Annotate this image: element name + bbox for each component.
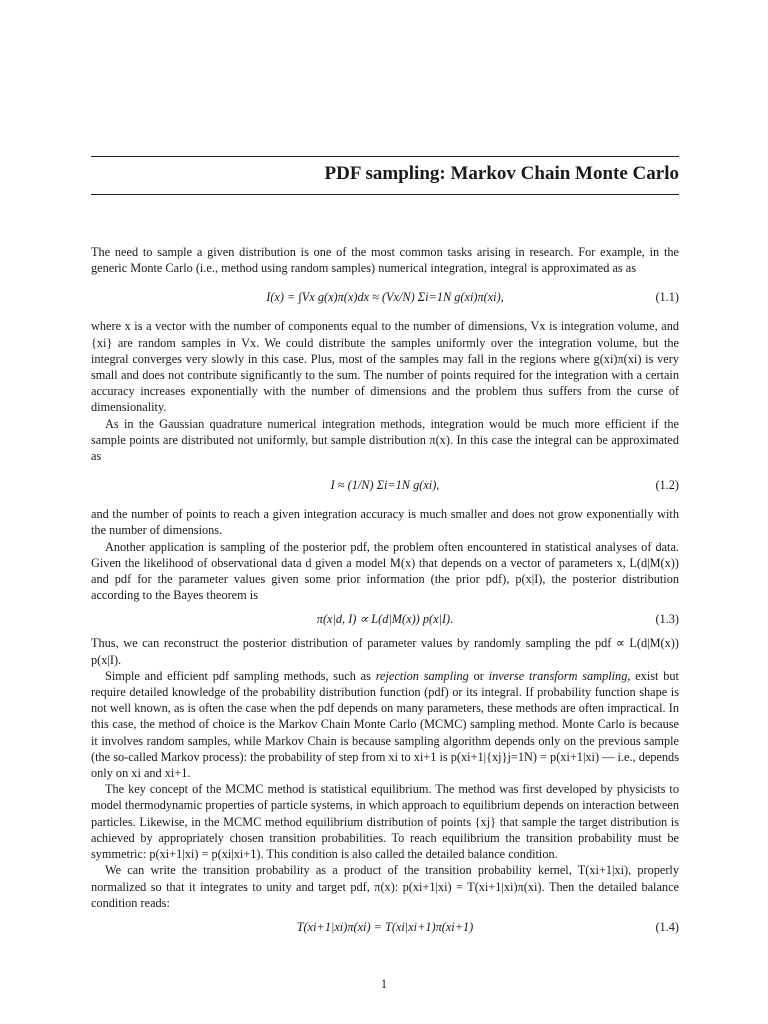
- equation-number: (1.2): [655, 478, 679, 493]
- body-text: [91, 244, 679, 943]
- paragraph: As in the Gaussian quadrature numerical integration methods, integration would be much more efficient if the sample points are distributed not uniformly, but sample distribution π(x). In this case the integral can be approximated as: [91, 416, 679, 464]
- paragraph: The need to sample a given distribution is one of the most common tasks arising in research. For example, in the generic Monte Carlo (i.e., method using random samples) numerical integration, integral is approximated as as: [91, 245, 679, 276]
- equation-1-2: [91, 468, 679, 502]
- equation-1-3: [91, 607, 679, 631]
- page-number: 1: [380, 977, 388, 991]
- equation-1-4: [91, 915, 679, 939]
- equation-expression: I(x) = ∫Vx g(x)π(x)dx ≈ (Vx/N) Σi=1N g(xi)π(xi),: [266, 290, 504, 305]
- paragraph: [91, 668, 679, 781]
- equation-expression: I ≈ (1/N) Σi=1N g(xi),: [330, 478, 440, 493]
- emphasis-inverse-transform-sampling: inverse transform sampling: [488, 668, 628, 683]
- paragraph: We can write the transition probability as a product of the transition probability kernel, T(xi+1|xi), properly normalized so that it integrates to unity and target pdf, π(x): p(xi+1|xi) = T(xi+1|xi)π(xi). Then the detailed balance condition reads:: [91, 863, 679, 910]
- header-rule-top: [91, 156, 679, 157]
- equation-1-1: [91, 280, 679, 314]
- paragraph: Thus, we can reconstruct the posterior distribution of parameter values by randomly sampling the pdf ∝ L(d|M(x)) p(x|I).: [91, 636, 679, 667]
- equation-expression: π(x|d, I) ∝ L(d|M(x)) p(x|I).: [316, 612, 454, 627]
- text-run: or: [468, 668, 489, 683]
- paragraph: Another application is sampling of the posterior pdf, the problem often encountered in statistical analyses of data. Given the likelihood of observational data d given a model M(x) that depends on a vector of parameters x, L(d|M(x)) and pdf for the parameter values given some prior information (the prior pdf), p(x|I), the posterior distribution according to the Bayes theorem is: [91, 539, 679, 603]
- text-run: Simple and efficient pdf sampling methods, such as: [105, 668, 376, 683]
- emphasis-rejection-sampling: rejection sampling: [375, 668, 469, 683]
- page-title: PDF sampling: Markov Chain Monte Carlo: [324, 163, 679, 184]
- paragraph: where x is a vector with the number of components equal to the number of dimensions, Vx is integration volume, and {xi} are random samples in Vx. We could distribute the samples uniformly over the integration volume, but the integral converges very slowly in this case. Plus, most of the samples may fall in the regions where g(xi)π(xi) is very small and does not contribute significantly to the sum. The number of points required for the integration with a certain accuracy increases exponentially with the number of dimensions and the problem thus suffers from the curse of dimensionality.: [91, 319, 679, 415]
- text-run: , exist but require detailed knowledge of the probability distribution function (pdf) or its integral. If probability function shape is not well known, as is often the case when the pdf depends on many parameters, these methods are often impractical. In this case, the method of choice is the Markov Chain Monte Carlo (MCMC) sampling method. Monte Carlo is because it involves random samples, while Markov Chain is because sampling algorithm depends only on the previous sample (the so-called Markov process): the probability of step from xi to xi+1 is p(xi+1|{xj}j=1N) = p(xi+1|xi) — i.e., depends only on xi and xi+1.: [91, 668, 679, 781]
- paragraph: The key concept of the MCMC method is statistical equilibrium. The method was first developed by physicists to model thermodynamic properties of particle systems, in which approach to equilibrium depends on interaction between particles. Likewise, in the MCMC method equilibrium distribution of points {xj} that sample the target distribution is achieved by appropriately chosen transition probabilities. To reach equilibrium the transition probability must be symmetric: p(xi+1|xi) = p(xi|xi+1). This condition is also called the detailed balance condition.: [91, 782, 679, 862]
- equation-number: (1.4): [655, 919, 679, 934]
- equation-number: (1.3): [655, 612, 679, 627]
- header-rule-bottom: [91, 194, 679, 195]
- equation-expression: T(xi+1|xi)π(xi) = T(xi|xi+1)π(xi+1): [296, 919, 474, 934]
- paragraph: and the number of points to reach a given integration accuracy is much smaller and does not grow exponentially with the number of dimensions.: [91, 507, 679, 538]
- equation-number: (1.1): [655, 290, 679, 305]
